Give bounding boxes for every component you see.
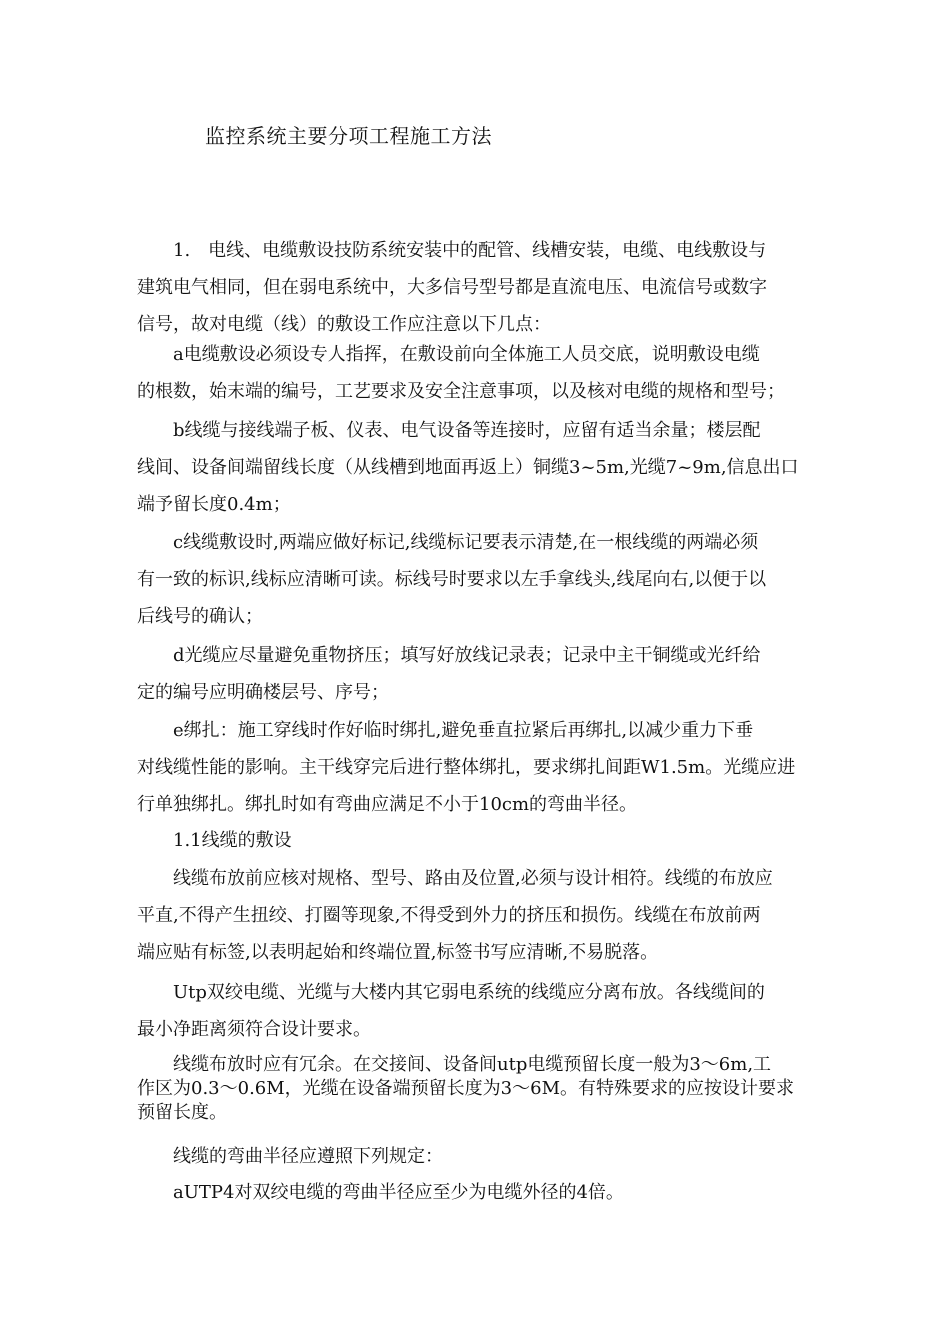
text-line: 1. 电线、电缆敷设技防系统安装中的配管、线槽安装，电缆、电线敷设与: [173, 240, 767, 261]
paragraph-redundancy: [137, 1053, 827, 1125]
text-line: 建筑电气相同，但在弱电系统中，大多信号型号都是直流电压、电流信号或数字: [137, 277, 767, 298]
paragraph-b: [137, 412, 827, 523]
paragraph-e: [137, 712, 827, 823]
text-line: 后线号的确认；: [137, 606, 263, 627]
paragraph-bend-rules: [137, 1138, 827, 1175]
text-line: 最小净距离须符合设计要求。: [137, 1019, 371, 1040]
paragraph-utp4: [137, 1174, 827, 1211]
document-title: 监控系统主要分项工程施工方法: [205, 124, 492, 148]
text-line: 作区为0.3〜0.6M，光缆在设备端预留长度为3〜6M。有特殊要求的应按设计要求: [137, 1078, 795, 1099]
text-line: e绑扎：施工穿线时作好临时绑扎,避免垂直拉紧后再绑扎,以减少重力下垂: [173, 720, 754, 741]
text-line: d光缆应尽量避免重物挤压；填写好放线记录表；记录中主干铜缆或光纤给: [173, 645, 761, 666]
text-line: c线缆敷设时,两端应做好标记,线缆标记要表示清楚,在一根线缆的两端必须: [173, 532, 759, 553]
text-line: 线间、设备间端留线长度（从线槽到地面再返上）铜缆3~5m,光缆7~9m,信息出口: [137, 457, 799, 478]
text-line: 线缆布放时应有冗余。在交接间、设备间utp电缆预留长度一般为3〜6m,工: [173, 1054, 772, 1075]
text-line: 预留长度。: [137, 1102, 227, 1123]
text-line: 定的编号应明确楼层号、序号；: [137, 682, 389, 703]
text-line: 对线缆性能的影响。主干线穿完后进行整体绑扎，要求绑扎间距W1.5m。光缆应进: [137, 757, 796, 778]
text-line: Utp双绞电缆、光缆与大楼内其它弱电系统的线缆应分离布放。各线缆间的: [173, 982, 765, 1003]
paragraph-1: [137, 232, 827, 343]
text-line: 有一致的标识,线标应清晰可读。标线号时要求以左手拿线头,线尾向右,以便于以: [137, 569, 767, 590]
text-line: 信号，故对电缆（线）的敷设工作应注意以下几点：: [137, 314, 551, 335]
text-line: 线缆布放前应核对规格、型号、路由及位置,必须与设计相符。线缆的布放应: [173, 868, 773, 889]
text-line: 平直,不得产生扭绞、打圈等现象,不得受到外力的挤压和损伤。线缆在布放前两: [137, 905, 761, 926]
paragraph-utp: [137, 974, 827, 1048]
text-line: 线缆的弯曲半径应遵照下列规定：: [173, 1146, 443, 1167]
section-heading: 1.1线缆的敷设: [173, 830, 292, 851]
text-line: 端应贴有标签,以表明起始和终端位置,标签书写应清晰,不易脱落。: [137, 942, 659, 963]
text-line: 行单独绑扎。绑扎时如有弯曲应满足不小于10cm的弯曲半径。: [137, 794, 638, 815]
text-line: 端予留长度0.4m；: [137, 494, 291, 515]
section-heading-1-1: [137, 822, 827, 859]
text-line: aUTP4对双绞电缆的弯曲半径应至少为电缆外径的4倍。: [173, 1182, 624, 1203]
text-line: b线缆与接线端子板、仪表、电气设备等连接时，应留有适当余量；楼层配: [173, 420, 761, 441]
text-line: 的根数，始末端的编号，工艺要求及安全注意事项，以及核对电缆的规格和型号；: [137, 381, 785, 402]
text-line: a电缆敷设必须设专人指挥，在敷设前向全体施工人员交底，说明敷设电缆: [173, 344, 760, 365]
paragraph-c: [137, 524, 827, 635]
paragraph-d: [137, 637, 827, 711]
paragraph-layout: [137, 860, 827, 971]
paragraph-a: [137, 336, 827, 410]
